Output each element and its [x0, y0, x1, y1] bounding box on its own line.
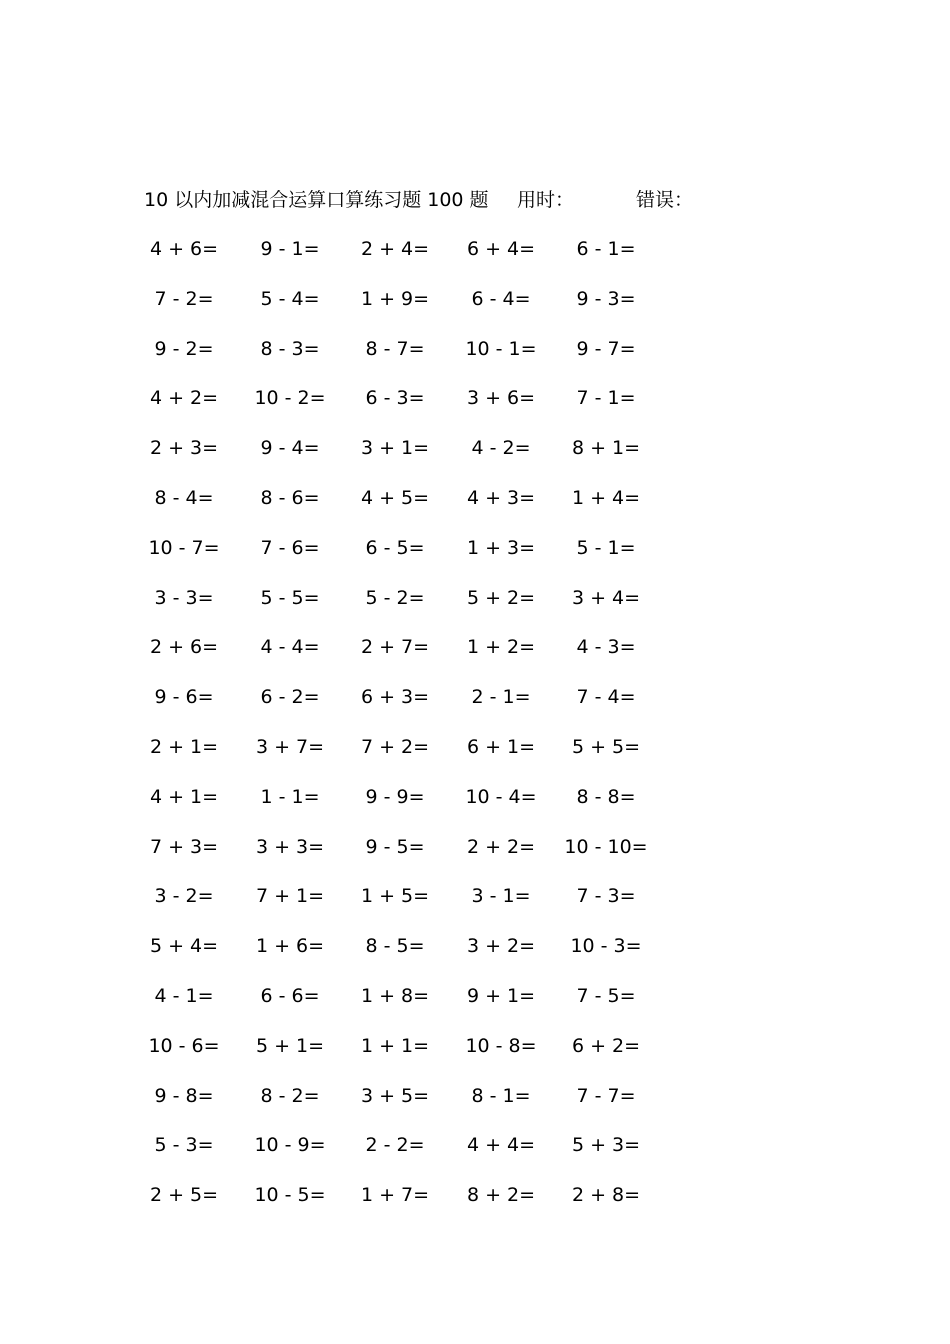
- problem-row: [0, 682, 950, 732]
- problem-row: [0, 981, 950, 1031]
- arithmetic-problem: 8 - 3=: [260, 337, 320, 360]
- arithmetic-problem: 4 + 1=: [149, 785, 219, 808]
- arithmetic-problem: 6 + 3=: [360, 686, 430, 709]
- problem-row: [0, 583, 950, 633]
- arithmetic-problem: 1 + 6=: [255, 935, 325, 958]
- arithmetic-problem: 4 - 1=: [154, 984, 214, 1007]
- arithmetic-problem: 6 + 4=: [466, 238, 536, 260]
- arithmetic-problem: 3 + 1=: [360, 437, 430, 460]
- arithmetic-problem: 3 + 2=: [466, 935, 536, 958]
- arithmetic-problem: 1 + 7=: [360, 1184, 430, 1207]
- arithmetic-problem: 8 - 8=: [576, 785, 636, 808]
- problem-row: [0, 483, 950, 533]
- arithmetic-problem: 10 - 5=: [254, 1184, 326, 1207]
- problem-grid: [0, 234, 950, 1230]
- errors-label: 错误：: [636, 189, 694, 211]
- arithmetic-problem: 3 - 2=: [154, 885, 214, 908]
- arithmetic-problem: 1 + 2=: [466, 636, 536, 659]
- arithmetic-problem: 2 + 6=: [149, 636, 219, 659]
- arithmetic-problem: 9 - 3=: [576, 287, 636, 310]
- arithmetic-problem: 3 + 3=: [255, 835, 325, 858]
- time-used-label: 用时：: [517, 189, 575, 211]
- arithmetic-problem: 3 - 3=: [154, 586, 214, 609]
- arithmetic-problem: 8 + 2=: [466, 1184, 536, 1207]
- arithmetic-problem: 10 - 2=: [254, 387, 326, 410]
- arithmetic-problem: 6 - 2=: [260, 686, 320, 709]
- arithmetic-problem: 1 - 1=: [260, 785, 320, 808]
- arithmetic-problem: 5 + 5=: [571, 735, 641, 758]
- problem-row: [0, 433, 950, 483]
- arithmetic-problem: 5 + 1=: [255, 1034, 325, 1057]
- arithmetic-problem: 9 + 1=: [466, 984, 536, 1007]
- arithmetic-problem: 2 + 3=: [149, 437, 219, 460]
- arithmetic-problem: 5 - 1=: [576, 536, 636, 559]
- arithmetic-problem: 2 + 7=: [360, 636, 430, 659]
- arithmetic-problem: 9 - 7=: [576, 337, 636, 360]
- arithmetic-problem: 7 - 1=: [576, 387, 636, 410]
- arithmetic-problem: 6 - 1=: [576, 238, 636, 260]
- arithmetic-problem: 7 - 2=: [154, 287, 214, 310]
- problem-row: [0, 832, 950, 882]
- arithmetic-problem: 2 + 5=: [149, 1184, 219, 1207]
- problem-row: [0, 1130, 950, 1180]
- arithmetic-problem: 3 + 7=: [255, 735, 325, 758]
- arithmetic-problem: 7 + 2=: [360, 735, 430, 758]
- arithmetic-problem: 4 - 4=: [260, 636, 320, 659]
- arithmetic-problem: 8 - 7=: [365, 337, 425, 360]
- arithmetic-problem: 2 + 8=: [571, 1184, 641, 1207]
- arithmetic-problem: 9 - 5=: [365, 835, 425, 858]
- arithmetic-problem: 4 - 3=: [576, 636, 636, 659]
- arithmetic-problem: 9 - 1=: [260, 238, 320, 260]
- arithmetic-problem: 5 - 4=: [260, 287, 320, 310]
- worksheet-title: 10 以内加减混合运算口算练习题 100 题: [144, 189, 489, 211]
- arithmetic-problem: 10 - 3=: [570, 935, 642, 958]
- arithmetic-problem: 3 + 6=: [466, 387, 536, 410]
- arithmetic-problem: 7 - 3=: [576, 885, 636, 908]
- arithmetic-problem: 6 + 1=: [466, 735, 536, 758]
- arithmetic-problem: 8 - 4=: [154, 486, 214, 509]
- arithmetic-problem: 7 + 3=: [149, 835, 219, 858]
- arithmetic-problem: 1 + 1=: [360, 1034, 430, 1057]
- arithmetic-problem: 6 + 2=: [571, 1034, 641, 1057]
- arithmetic-problem: 7 - 5=: [576, 984, 636, 1007]
- problem-row: [0, 931, 950, 981]
- arithmetic-problem: 3 + 4=: [571, 586, 641, 609]
- arithmetic-problem: 4 - 2=: [471, 437, 531, 460]
- arithmetic-problem: 6 - 5=: [365, 536, 425, 559]
- arithmetic-problem: 1 + 3=: [466, 536, 536, 559]
- arithmetic-problem: 4 + 2=: [149, 387, 219, 410]
- problem-row: [0, 383, 950, 433]
- arithmetic-problem: 4 + 4=: [466, 1134, 536, 1157]
- problem-row: [0, 1180, 950, 1230]
- arithmetic-problem: 1 + 5=: [360, 885, 430, 908]
- arithmetic-problem: 4 + 5=: [360, 486, 430, 509]
- arithmetic-problem: 10 - 9=: [254, 1134, 326, 1157]
- arithmetic-problem: 10 - 1=: [465, 337, 537, 360]
- arithmetic-problem: 9 - 9=: [365, 785, 425, 808]
- arithmetic-problem: 10 - 4=: [465, 785, 537, 808]
- arithmetic-problem: 2 + 1=: [149, 735, 219, 758]
- arithmetic-problem: 2 - 2=: [365, 1134, 425, 1157]
- problem-row: [0, 234, 950, 284]
- arithmetic-problem: 5 - 3=: [154, 1134, 214, 1157]
- arithmetic-problem: 9 - 6=: [154, 686, 214, 709]
- arithmetic-problem: 8 - 2=: [260, 1084, 320, 1107]
- arithmetic-problem: 8 - 5=: [365, 935, 425, 958]
- arithmetic-problem: 1 + 8=: [360, 984, 430, 1007]
- arithmetic-problem: 7 - 6=: [260, 536, 320, 559]
- problem-row: [0, 732, 950, 782]
- arithmetic-problem: 7 - 7=: [576, 1084, 636, 1107]
- arithmetic-problem: 6 - 3=: [365, 387, 425, 410]
- arithmetic-problem: 2 - 1=: [471, 686, 531, 709]
- arithmetic-problem: 5 + 4=: [149, 935, 219, 958]
- arithmetic-problem: 4 + 3=: [466, 486, 536, 509]
- problem-row: [0, 1081, 950, 1131]
- arithmetic-problem: 3 - 1=: [471, 885, 531, 908]
- arithmetic-problem: 4 + 6=: [149, 238, 219, 260]
- arithmetic-problem: 8 - 6=: [260, 486, 320, 509]
- arithmetic-problem: 5 + 2=: [466, 586, 536, 609]
- arithmetic-problem: 5 + 3=: [571, 1134, 641, 1157]
- problem-row: [0, 1031, 950, 1081]
- arithmetic-problem: 1 + 4=: [571, 486, 641, 509]
- arithmetic-problem: 7 - 4=: [576, 686, 636, 709]
- arithmetic-problem: 3 + 5=: [360, 1084, 430, 1107]
- arithmetic-problem: 10 - 8=: [465, 1034, 537, 1057]
- arithmetic-problem: 2 + 2=: [466, 835, 536, 858]
- arithmetic-problem: 6 - 6=: [260, 984, 320, 1007]
- problem-row: [0, 284, 950, 334]
- arithmetic-problem: 9 - 2=: [154, 337, 214, 360]
- arithmetic-problem: 7 + 1=: [255, 885, 325, 908]
- problem-row: [0, 782, 950, 832]
- problem-row: [0, 881, 950, 931]
- problem-row: [0, 334, 950, 384]
- arithmetic-problem: 5 - 5=: [260, 586, 320, 609]
- arithmetic-problem: 10 - 10=: [564, 835, 648, 858]
- arithmetic-problem: 8 - 1=: [471, 1084, 531, 1107]
- arithmetic-problem: 9 - 4=: [260, 437, 320, 460]
- arithmetic-problem: 9 - 8=: [154, 1084, 214, 1107]
- arithmetic-problem: 2 + 4=: [360, 238, 430, 260]
- problem-row: [0, 533, 950, 583]
- arithmetic-problem: 6 - 4=: [471, 287, 531, 310]
- arithmetic-problem: 10 - 6=: [148, 1034, 220, 1057]
- arithmetic-problem: 5 - 2=: [365, 586, 425, 609]
- arithmetic-problem: 8 + 1=: [571, 437, 641, 460]
- arithmetic-problem: 10 - 7=: [148, 536, 220, 559]
- problem-row: [0, 632, 950, 682]
- arithmetic-problem: 1 + 9=: [360, 287, 430, 310]
